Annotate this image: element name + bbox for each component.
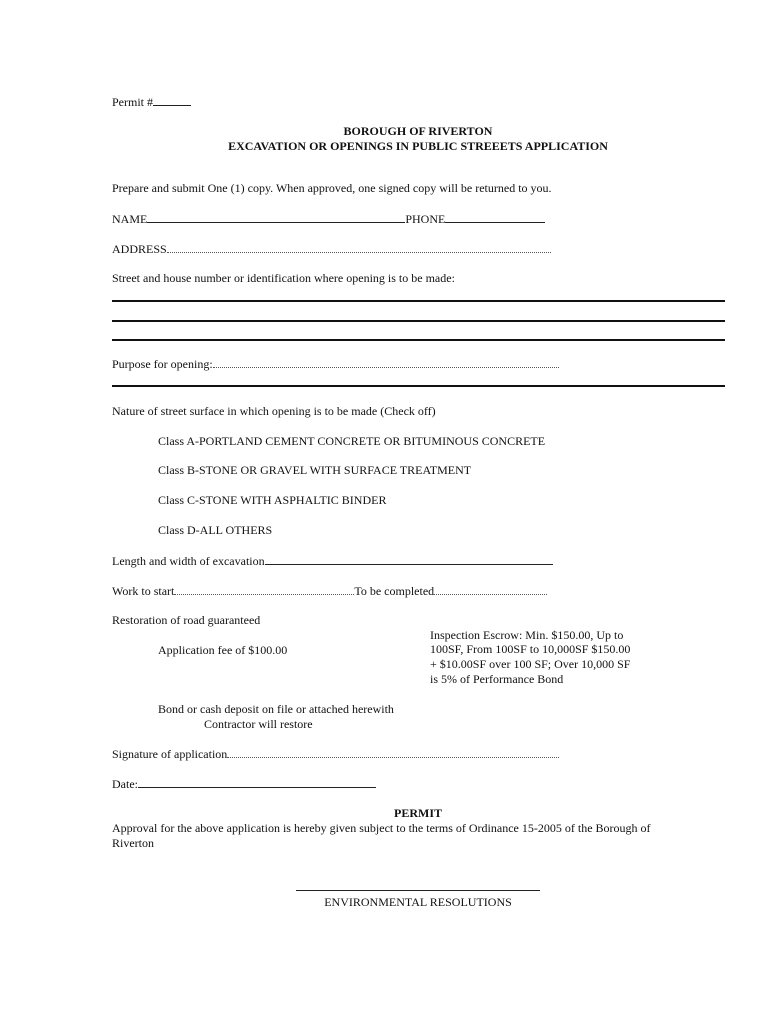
class-d-option[interactable]: Class D-ALL OTHERS	[158, 523, 273, 537]
purpose-label: Purpose for opening:	[112, 357, 213, 371]
purpose-line[interactable]	[112, 385, 725, 387]
class-b-option[interactable]: Class B-STONE OR GRAVEL WITH SURFACE TREATMENT	[158, 463, 472, 477]
restoration-label: Restoration of road guaranteed	[112, 613, 261, 627]
length-width-field[interactable]	[265, 553, 553, 565]
borough-heading: BOROUGH OF RIVERTON	[343, 124, 493, 138]
name-phone-row	[112, 211, 545, 227]
permit-number-field[interactable]	[153, 94, 191, 106]
address-field[interactable]	[167, 241, 551, 253]
purpose-field[interactable]	[213, 356, 559, 368]
bond-option[interactable]: Bond or cash deposit on file or attached herewith	[158, 702, 394, 716]
signer-name: ENVIRONMENTAL RESOLUTIONS	[324, 895, 512, 909]
length-width-label: Length and width of excavation	[112, 554, 265, 568]
application-title: EXCAVATION OR OPENINGS IN PUBLIC STREEETS APPLICATION	[228, 139, 608, 153]
class-c-option[interactable]: Class C-STONE WITH ASPHALTIC BINDER	[158, 493, 387, 507]
escrow-line-4: is 5% of Performance Bond	[430, 672, 564, 686]
escrow-line-2: 100SF, From 100SF to 10,000SF $150.00	[430, 642, 631, 656]
completed-label: To be completed	[354, 584, 435, 598]
permit-heading: PERMIT	[394, 806, 442, 820]
completed-field[interactable]	[434, 583, 547, 595]
signature-row	[112, 746, 559, 762]
signature-label: Signature of application	[112, 747, 228, 761]
schedule-row	[112, 583, 547, 599]
class-a-option[interactable]: Class A-PORTLAND CEMENT CONCRETE OR BITUMINOUS CONCRETE	[158, 434, 546, 448]
name-label: NAME	[112, 212, 148, 226]
contractor-option[interactable]: Contractor will restore	[204, 717, 313, 731]
location-line-2[interactable]	[112, 320, 725, 322]
date-row	[112, 776, 376, 792]
phone-label: PHONE	[405, 212, 446, 226]
phone-field[interactable]	[445, 211, 545, 223]
address-row	[112, 241, 551, 257]
escrow-line-3: + $10.00SF over 100 SF; Over 10,000 SF	[430, 657, 631, 671]
application-fee[interactable]: Application fee of $100.00	[158, 643, 288, 657]
name-field[interactable]	[147, 211, 405, 223]
work-start-label: Work to start	[112, 584, 175, 598]
location-line-3[interactable]	[112, 339, 725, 341]
signer-signature-line[interactable]	[296, 890, 540, 891]
date-field[interactable]	[138, 776, 376, 788]
address-label: ADDRESS	[112, 242, 167, 256]
location-line-1[interactable]	[112, 300, 725, 302]
escrow-line-1: Inspection Escrow: Min. $150.00, Up to	[430, 628, 624, 642]
location-label: Street and house number or identification where opening is to be made:	[112, 271, 455, 285]
instructions-text: Prepare and submit One (1) copy. When approved, one signed copy will be returned to you.	[112, 181, 552, 195]
work-start-field[interactable]	[174, 583, 354, 595]
signature-field[interactable]	[227, 746, 559, 758]
purpose-row	[112, 356, 559, 372]
date-label: Date:	[112, 777, 138, 791]
length-width-row	[112, 553, 553, 569]
permit-number-row	[112, 94, 191, 110]
approval-text: Approval for the above application is hereby given subject to the terms of Ordinance 15-2005 of the Borough of Riverton	[112, 821, 651, 850]
surface-label: Nature of street surface in which opening is to be made (Check off)	[112, 404, 436, 418]
permit-number-label: Permit #	[112, 95, 153, 109]
